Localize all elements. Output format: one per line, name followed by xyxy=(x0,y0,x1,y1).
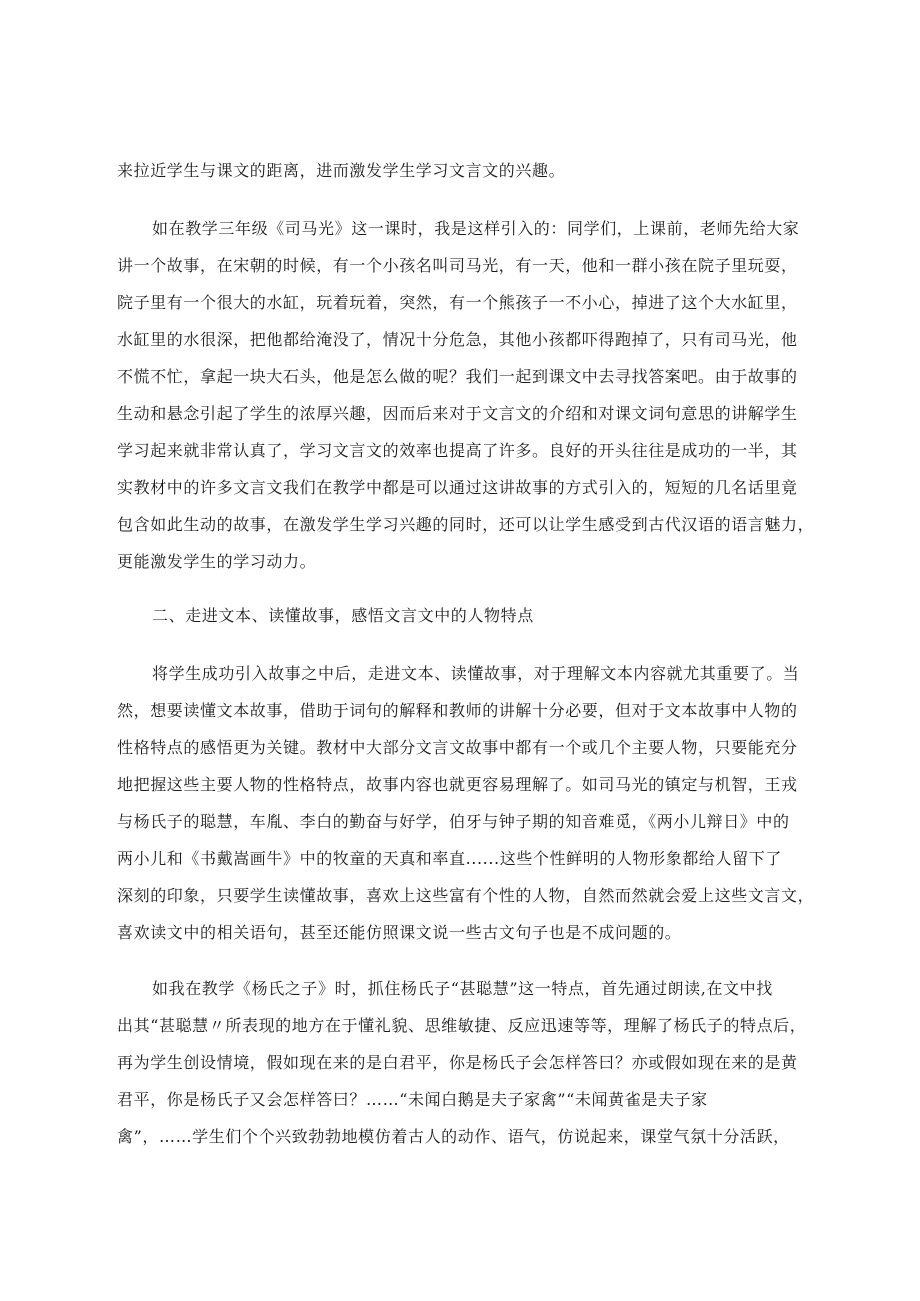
text-line: 两小儿和《书戴嵩画牛》中的牧童的天真和率直......这些个性鲜明的人物形象都给人留下了 xyxy=(117,849,782,868)
text-line: 学习起来就非常认真了，学习文言文的效率也提高了许多。良好的开头往往是成功的一半，其 xyxy=(117,441,798,460)
text-line: 地把握这些主要人物的性格特点，故事内容也就更容易理解了。如司马光的镇定与机智，王戎 xyxy=(117,775,798,794)
text-line: 水缸里的水很深，把他都给淹没了，情况十分危急，其他小孩都吓得跑掉了，只有司马光，他 xyxy=(117,330,798,349)
text-line: 实教材中的许多文言文我们在教学中都是可以通过这讲故事的方式引入的，短短的几名话里竟 xyxy=(117,478,798,497)
text-line: 君平，你是杨氏子又会怎样答曰？……“未闻白鹅是夫子家禽”“未闻黄雀是夫子家 xyxy=(117,1090,708,1109)
text-line: 再为学生创设情境，假如现在来的是白君平，你是杨氏子会怎样答曰？亦或假如现在来的是黄 xyxy=(117,1053,798,1072)
text-line: 更能激发学生的学习动力。 xyxy=(117,552,317,571)
text-line: 不慌不忙，拿起一块大石头，他是怎么做的呢？我们一起到课文中去寻找答案吧。由于故事的 xyxy=(117,367,798,386)
section-heading: 二、走进文本、读懂故事，感悟文言文中的人物特点 xyxy=(152,606,534,625)
text-line: 性格特点的感悟更为关键。教材中大部分文言文故事中都有一个或几个主要人物，只要能充分 xyxy=(117,738,798,757)
text-line: 来拉近学生与课文的距离，进而激发学生学习文言文的兴趣。 xyxy=(117,161,566,180)
text-line: 与杨氏子的聪慧，车胤、李白的勤奋与好学，伯牙与钟子期的知音难觅，《两小儿辩日》中的 xyxy=(117,812,790,831)
text-line: 包含如此生动的故事，在激发学生学习兴趣的同时，还可以让学生感受到古代汉语的语言魅力， xyxy=(117,515,815,534)
text-line: 喜欢读文中的相关语句，甚至还能仿照课文说一些古文句子也是不成问题的。 xyxy=(117,923,682,942)
text-line: 讲一个故事，在宋朝的时候，有一个小孩名叫司马光，有一天，他和一群小孩在院子里玩耍， xyxy=(117,256,798,275)
text-line: 院子里有一个很大的水缸，玩着玩着，突然，有一个熊孩子一不小心，掉进了这个大水缸里， xyxy=(117,293,798,312)
text-line: 生动和悬念引起了学生的浓厚兴趣，因而后来对于文言文的介绍和对课文词句意思的讲解学生 xyxy=(117,404,798,423)
text-line: 禽”，……学生们个个兴致勃勃地模仿着古人的动作、语气，仿说起来，课堂气氛十分活跃， xyxy=(117,1127,790,1146)
text-line: 出其“甚聪慧〃所表现的地方在于懂礼貌、思维敏捷、反应迅速等等，理解了杨氏子的特点后， xyxy=(117,1016,807,1035)
text-line: 深刻的印象，只要学生读懂故事，喜欢上这些富有个性的人物，自然而然就会爱上这些文言文， xyxy=(117,886,815,905)
text-line: 如我在教学《杨氏之子》时，抓住杨氏子“甚聪慧”这一特点，首先通过朗读,在文中找 xyxy=(152,979,773,998)
text-line: 然，想要读懂文本故事，借助于词句的解释和教师的讲解十分必要，但对于文本故事中人物的 xyxy=(117,701,798,720)
text-line: 将学生成功引入故事之中后，走进文本、读懂故事，对于理解文本内容就尤其重要了。当 xyxy=(152,664,800,683)
text-line: 如在教学三年级《司马光》这一课时，我是这样引入的：同学们，上课前，老师先给大家 xyxy=(152,219,800,238)
